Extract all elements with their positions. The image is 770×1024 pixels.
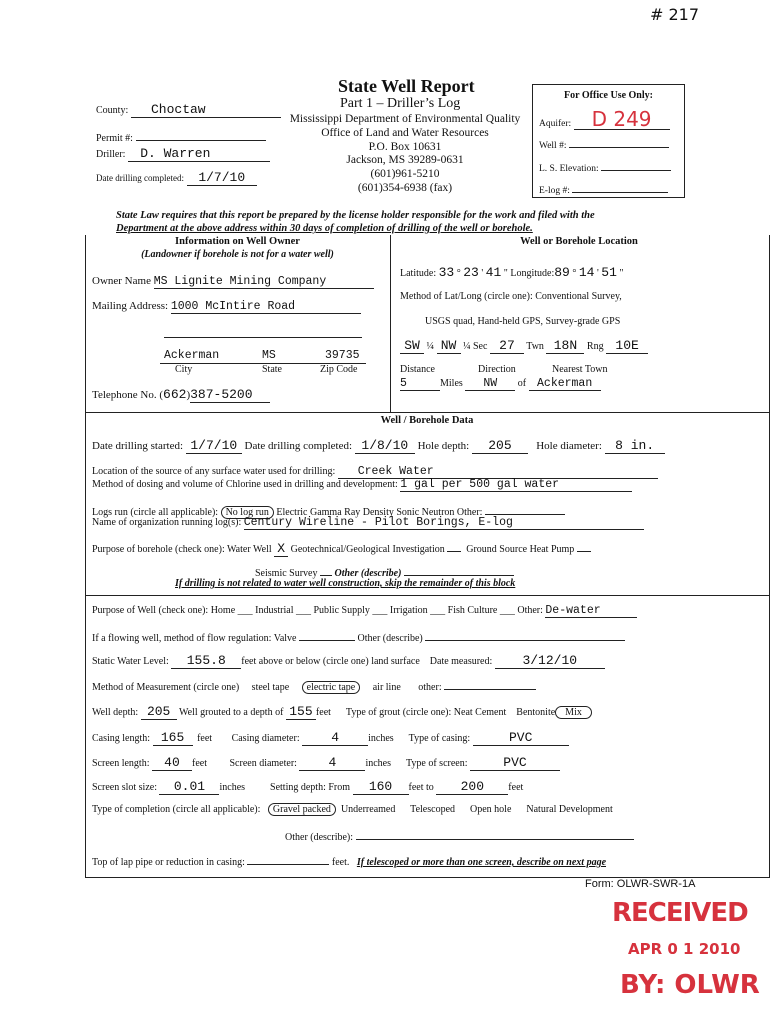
aquifer-row <box>539 109 670 130</box>
flow-label: If a flowing well, method of flow regulation: Valve <box>92 633 297 644</box>
agency-block <box>282 113 528 196</box>
hole-depth-field[interactable]: 205 <box>472 438 528 454</box>
dosing-field[interactable]: 1 gal per 500 gal water <box>400 478 632 492</box>
setting-from-field[interactable]: 160 <box>353 779 409 795</box>
elog-row <box>539 182 668 196</box>
water-source-field[interactable]: Creek Water <box>338 465 658 479</box>
skip-note: If drilling is not related to water well construction, skip the remainder of this block <box>175 578 516 589</box>
mailing-address-row <box>92 300 361 314</box>
casing-length-field[interactable]: 165 <box>153 730 193 746</box>
office-use-title: For Office Use Only: <box>564 90 653 101</box>
quarter-2-field[interactable]: NW <box>437 338 461 354</box>
sec-field[interactable]: 27 <box>490 338 524 354</box>
geotechnical-option: Geotechnical/Geological Investigation <box>290 544 445 555</box>
flow-valve-field[interactable] <box>299 630 355 641</box>
address-line-2 <box>164 337 362 338</box>
completion-options: Underreamed Telescoped Open hole Natural Development <box>340 804 613 815</box>
direction-field[interactable]: NW <box>465 377 515 391</box>
mailing-address-field[interactable]: 1000 McIntire Road <box>171 300 361 314</box>
completion-other-field[interactable] <box>356 829 634 840</box>
received-by: BY: OLWR <box>620 970 760 1000</box>
city-label: City <box>175 364 193 375</box>
section-divider <box>85 412 769 413</box>
well-number-label: Well #: <box>539 141 567 151</box>
water-source-label: Location of the source of any surface water used for drilling: <box>92 466 336 477</box>
date-completed-field[interactable]: 1/7/10 <box>187 170 257 186</box>
static-level-unit: feet above or below (circle one) land surface <box>241 656 420 667</box>
feet-label: feet <box>331 857 347 868</box>
longitude-label: Longitude: <box>510 268 555 279</box>
setting-depth-label: Setting depth: From <box>270 782 351 793</box>
well-purpose-row <box>92 604 637 618</box>
screen-diameter-label: Screen diameter: <box>229 758 297 769</box>
column-divider <box>390 235 391 412</box>
county-row <box>96 102 281 118</box>
miles-label: Miles <box>440 378 463 389</box>
date-measured-field[interactable]: 3/12/10 <box>495 653 605 669</box>
telephone-row: Telephone No. (662)387-5200 <box>92 387 270 403</box>
page-title: State Well Report <box>338 76 475 96</box>
slot-row <box>92 779 523 795</box>
agency-line: (601)354-6938 (fax) <box>357 181 453 194</box>
geotechnical-check[interactable] <box>447 541 461 552</box>
well-purpose-options: Home ___ Industrial ___ Public Supply ___ Irrigation ___ Fish Culture ___ Other: <box>210 605 543 616</box>
completion-row <box>92 804 613 815</box>
agency-line: Office of Land and Water Resources <box>321 126 489 139</box>
air-line-option[interactable]: air line <box>372 682 401 693</box>
rng-field[interactable]: 10E <box>606 338 648 354</box>
borehole-purpose-label: Purpose of borehole (check one): Water Well <box>92 544 272 555</box>
rng-label: Rng <box>586 341 604 352</box>
lat-seconds[interactable]: 41 <box>485 265 502 280</box>
office-use-box <box>532 84 685 198</box>
mailing-address-label: Mailing Address: <box>92 300 169 312</box>
notice-line-2: Department at the above address within 30 days of completion of drilling of the well or borehole. <box>116 223 533 234</box>
measurement-row <box>92 679 536 693</box>
electric-tape-option[interactable]: electric tape <box>302 681 361 694</box>
elog-field[interactable] <box>572 182 668 193</box>
permit-field[interactable] <box>136 128 266 141</box>
county-field[interactable]: Choctaw <box>131 102 281 118</box>
flow-row <box>92 630 625 644</box>
dosing-label: Method of dosing and volume of Chlorine used in drilling and development: <box>92 479 398 490</box>
other-describe-field[interactable] <box>404 565 514 576</box>
well-purpose-other-field[interactable]: De-water <box>545 604 637 618</box>
date-complete-label: Date drilling completed: <box>244 440 353 452</box>
telephone-field[interactable]: 387-5200 <box>190 387 270 403</box>
twn-field[interactable]: 18N <box>546 338 584 354</box>
dosing-row <box>92 478 632 492</box>
feet-label: feet <box>197 733 213 744</box>
distance-field[interactable]: 5 <box>400 377 440 391</box>
well-depth-field[interactable]: 205 <box>141 704 177 720</box>
screen-length-label: Screen length: <box>92 758 150 769</box>
lat-degrees[interactable]: 33 <box>438 265 455 280</box>
static-level-row <box>92 653 605 669</box>
section-divider <box>85 595 769 596</box>
log-org-row <box>92 516 644 530</box>
seismic-option: Seismic Survey <box>255 568 318 579</box>
casing-type-field[interactable]: PVC <box>473 730 569 746</box>
screen-diameter-field[interactable]: 4 <box>299 755 365 771</box>
driller-label: Driller: <box>96 149 126 160</box>
lap-pipe-field[interactable] <box>247 854 329 865</box>
elevation-field[interactable] <box>601 160 671 171</box>
feet-to-label: feet to <box>408 782 434 793</box>
city-field[interactable]: Ackerman <box>164 349 220 362</box>
elog-label: E-log #: <box>539 186 570 196</box>
feet-label: feet <box>508 782 524 793</box>
casing-length-label: Casing length: <box>92 733 151 744</box>
nearest-town-field[interactable]: Ackerman <box>529 377 601 391</box>
agency-line: Mississippi Department of Environmental Quality <box>289 113 521 125</box>
screen-row <box>92 755 560 771</box>
twn-label: Twn <box>526 341 544 352</box>
elevation-label: L. S. Elevation: <box>539 164 599 174</box>
telephone-label: Telephone No. <box>92 389 157 401</box>
date-started-field[interactable]: 1/7/10 <box>186 438 242 454</box>
county-label: County: <box>96 105 129 116</box>
direction-label: Direction <box>478 364 516 375</box>
slot-size-field[interactable]: 0.01 <box>159 779 219 795</box>
nearest-town-label: Nearest Town <box>552 364 608 375</box>
corner-note: # 217 <box>650 5 700 24</box>
lon-seconds[interactable]: 51 <box>601 265 617 280</box>
slot-size-label: Screen slot size: <box>92 782 157 793</box>
page-subtitle: Part 1 – Driller’s Log <box>340 96 461 111</box>
owner-title: Information on Well Owner <box>175 236 300 247</box>
feet-label: feet <box>315 707 331 718</box>
notice-line-1: State Law requires that this report be prepared by the license holder responsible for the work and filed with the <box>116 210 595 221</box>
log-options: Electric Gamma Ray Density Sonic Neutron Other: <box>276 507 483 518</box>
mix-option[interactable]: Mix <box>555 706 592 719</box>
lon-minutes[interactable]: 14 <box>578 265 595 280</box>
drilling-dates-row <box>92 438 665 454</box>
received-date: APR 0 1 2010 <box>628 940 741 958</box>
elevation-row <box>539 160 671 174</box>
steel-tape-option[interactable]: steel tape <box>251 682 290 693</box>
driller-row <box>96 146 270 162</box>
agency-line: P.O. Box 10631 <box>368 140 442 153</box>
state-label: State <box>262 364 282 375</box>
hole-depth-label: Hole depth: <box>417 440 470 452</box>
form-id: Form: OLWR-SWR-1A <box>585 878 696 890</box>
well-number-row <box>539 137 669 151</box>
method-line-1: Method of Lat/Long (circle one): Conventional Survey, <box>400 291 622 302</box>
section-row <box>400 338 648 354</box>
state-field[interactable]: MS <box>262 349 276 362</box>
casing-type-label: Type of casing: <box>408 733 471 744</box>
static-level-field[interactable]: 155.8 <box>171 653 241 669</box>
permit-row <box>96 128 266 144</box>
aquifer-field[interactable]: D 249 <box>574 109 670 130</box>
owner-name-label: Owner Name <box>92 275 151 287</box>
borehole-purpose-row <box>92 541 591 557</box>
quarter-label: ¼ <box>426 341 434 352</box>
casing-diameter-label: Casing diameter: <box>231 733 300 744</box>
date-measured-label: Date measured: <box>429 656 493 667</box>
log-org-label: Name of organization running log(s): <box>92 517 242 528</box>
setting-to-field[interactable]: 200 <box>436 779 508 795</box>
casing-row <box>92 730 569 746</box>
well-depth-row <box>92 704 592 720</box>
quarter-1-field[interactable]: SW <box>400 338 424 354</box>
lap-pipe-label: Top of lap pipe or reduction in casing: <box>92 857 245 868</box>
heat-pump-check[interactable] <box>577 541 591 552</box>
lon-degrees[interactable]: 89 <box>554 265 570 280</box>
bentonite-option[interactable]: Bentonite <box>516 707 556 718</box>
of-label: of <box>517 378 527 389</box>
zip-label: Zip Code <box>320 364 358 375</box>
owner-name-field[interactable]: MS Lignite Mining Company <box>154 275 374 289</box>
inches-label: inches <box>368 733 394 744</box>
zip-field[interactable]: 39735 <box>325 349 360 362</box>
feet-label: feet <box>191 758 207 769</box>
casing-diameter-field[interactable]: 4 <box>302 730 368 746</box>
completion-other-row <box>285 829 634 843</box>
well-depth-label: Well depth: <box>92 707 139 718</box>
hole-diameter-label: Hole diameter: <box>536 440 602 452</box>
grouted-field[interactable]: 155 <box>286 704 316 720</box>
screen-length-field[interactable]: 40 <box>152 755 192 771</box>
completion-other-label: Other (describe): <box>285 832 354 843</box>
well-number-field[interactable] <box>569 137 669 148</box>
heat-pump-option: Ground Source Heat Pump <box>466 544 575 555</box>
driller-field[interactable]: D. Warren <box>128 146 270 162</box>
date-completed-label: Date drilling completed: <box>96 173 184 183</box>
flow-other-label: Other (describe) <box>357 633 423 644</box>
water-source-row <box>92 465 658 479</box>
water-well-check[interactable]: X <box>274 541 288 557</box>
grout-type-label: Type of grout (circle one): Neat Cement <box>345 707 507 718</box>
static-level-label: Static Water Level: <box>92 656 169 667</box>
screen-type-label: Type of screen: <box>406 758 468 769</box>
sec-label: ¼ Sec <box>463 341 488 352</box>
well-purpose-label: Purpose of Well (check one): <box>92 605 209 616</box>
latitude-label: Latitude: <box>400 268 437 279</box>
agency-line: (601)961-5210 <box>370 168 440 181</box>
measurement-other-field[interactable] <box>444 679 536 690</box>
no-log-option[interactable]: No log run <box>221 506 274 519</box>
inches-label: inches <box>365 758 391 769</box>
telephone-area[interactable]: 662 <box>163 387 187 402</box>
completion-label: Type of completion (circle all applicable): <box>92 804 261 815</box>
hole-diameter-field[interactable]: 8 in. <box>605 438 665 454</box>
agency-line: Jackson, MS 39289-0631 <box>346 154 464 167</box>
flow-other-field[interactable] <box>425 630 625 641</box>
screen-type-field[interactable]: PVC <box>470 755 560 771</box>
gravel-packed-option[interactable]: Gravel packed <box>268 803 336 816</box>
date-completed-row <box>96 170 257 186</box>
aquifer-label: Aquifer: <box>539 119 572 129</box>
logs-label: Logs run (circle all applicable): <box>92 507 219 518</box>
inches-label: inches <box>219 782 246 793</box>
borehole-title: Well / Borehole Data <box>380 415 474 426</box>
log-org-field[interactable]: Century Wireline - Pilot Borings, E-log <box>244 516 644 530</box>
lap-pipe-row: Top of lap pipe or reduction in casing: feet. If telescoped or more than one screen, describe on next page <box>92 854 606 868</box>
measurement-label: Method of Measurement (circle one) <box>92 682 240 693</box>
seismic-row <box>255 565 514 579</box>
log-other-field[interactable] <box>485 504 565 515</box>
date-started-label: Date drilling started: <box>92 440 184 452</box>
date-complete-field[interactable]: 1/8/10 <box>355 438 415 454</box>
grouted-label: Well grouted to a depth of <box>178 707 284 718</box>
owner-name-row <box>92 275 374 289</box>
measurement-other-label: other: <box>418 682 442 693</box>
other-describe-label: Other (describe) <box>334 568 402 579</box>
distance-row <box>400 377 601 391</box>
lap-pipe-note: If telescoped or more than one screen, describe on next page <box>356 857 607 868</box>
lat-minutes[interactable]: 23 <box>463 265 479 280</box>
permit-label: Permit #: <box>96 133 133 144</box>
distance-label: Distance <box>400 364 435 375</box>
lat-long-row: Latitude: 33 ° 23 ' 41 " Longitude:89 ° 14 ' 51 " <box>400 265 624 280</box>
owner-subtitle: (Landowner if borehole is not for a water well) <box>141 249 334 260</box>
location-title: Well or Borehole Location <box>520 236 638 247</box>
method-line-2: USGS quad, Hand-held GPS, Survey-grade GPS <box>425 316 621 327</box>
received-stamp: RECEIVED <box>612 898 748 928</box>
seismic-check[interactable] <box>320 565 332 576</box>
